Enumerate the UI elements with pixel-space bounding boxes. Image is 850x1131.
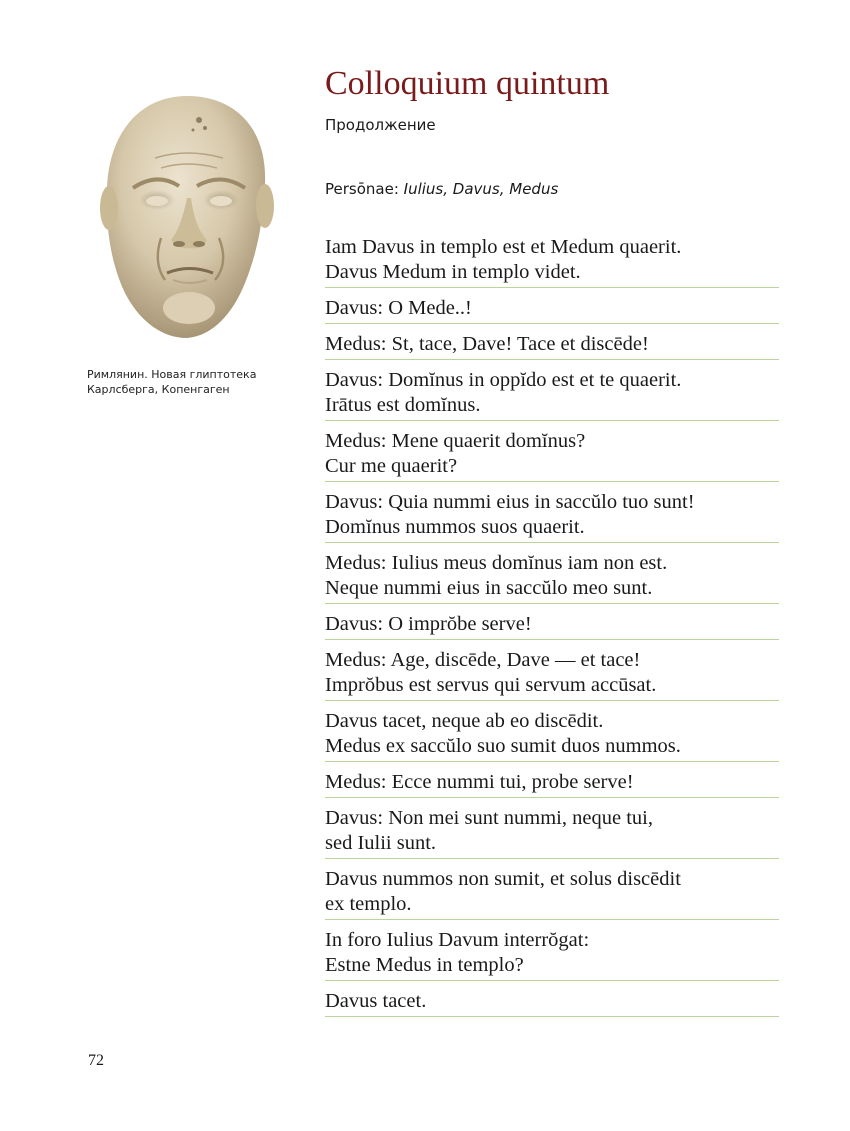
dialogue-text: Davus: Non mei sunt nummi, neque tui, bbox=[325, 807, 653, 829]
caption-line: Римлянин. Новая глиптотека bbox=[87, 368, 257, 381]
dialogue-text: Cur me quaerit? bbox=[325, 455, 458, 477]
dialogue-text: Medus: Age, discēde, Dave — et tace! bbox=[325, 649, 641, 671]
dialogue-text: Imprŏbus est servus qui servum accūsat. bbox=[325, 674, 657, 696]
dialogue-list bbox=[325, 233, 779, 1023]
page-number: 72 bbox=[88, 1052, 104, 1069]
dialogue-text: Medus: St, tace, Dave! Tace et discēde! bbox=[325, 333, 649, 355]
dialogue-text: Estne Medus in templo? bbox=[325, 954, 524, 976]
dialogue-text: Davus: O Mede..! bbox=[325, 297, 472, 319]
figure-caption bbox=[87, 367, 277, 397]
dialogue-line bbox=[325, 294, 779, 324]
dialogue-text: Davus: O imprŏbe serve! bbox=[325, 613, 532, 635]
dialogue-line bbox=[325, 330, 779, 360]
dialogue-text: In foro Iulius Davum interrŏgat: bbox=[325, 929, 590, 951]
dialogue-text: Domĭnus nummos suos quaerit. bbox=[325, 516, 585, 538]
roman-portrait-bust-image bbox=[95, 88, 280, 343]
dialogue-text: Iam Davus in templo est et Medum quaerit. bbox=[325, 236, 682, 258]
dialogue-text: ex templo. bbox=[325, 893, 412, 915]
dialogue-line bbox=[325, 488, 779, 543]
dialogue-text: Medus: Ecce nummi tui, probe serve! bbox=[325, 771, 634, 793]
dialogue-text: Irātus est domĭnus. bbox=[325, 394, 481, 416]
dialogue-line bbox=[325, 768, 779, 798]
caption-line: Карлсберга, Копенгаген bbox=[87, 383, 230, 396]
dialogue-text: Davus tacet, neque ab eo discēdit. bbox=[325, 710, 604, 732]
personae-label: Persōnae: bbox=[325, 180, 404, 198]
dialogue-line bbox=[325, 865, 779, 920]
dialogue-line bbox=[325, 366, 779, 421]
dialogue-line bbox=[325, 987, 779, 1017]
dialogue-text: Medus: Iulius meus domĭnus iam non est. bbox=[325, 552, 668, 574]
personae-names: Iulius, Davus, Medus bbox=[403, 180, 559, 198]
dialogue-line bbox=[325, 610, 779, 640]
dialogue-line bbox=[325, 926, 779, 981]
page-subtitle: Продолжение bbox=[325, 116, 436, 134]
dialogue-text: Medus ex saccŭlo suo sumit duos nummos. bbox=[325, 735, 681, 757]
dialogue-text: Davus: Quia nummi eius in saccŭlo tuo sunt! bbox=[325, 491, 695, 513]
personae-line bbox=[325, 180, 558, 198]
dialogue-text: Neque nummi eius in saccŭlo meo sunt. bbox=[325, 577, 653, 599]
dialogue-text: sed Iulii sunt. bbox=[325, 832, 437, 854]
dialogue-line bbox=[325, 804, 779, 859]
dialogue-text: Davus tacet. bbox=[325, 990, 427, 1012]
page-title: Colloquium quintum bbox=[325, 65, 610, 102]
dialogue-line bbox=[325, 427, 779, 482]
dialogue-line bbox=[325, 646, 779, 701]
dialogue-text: Davus: Domĭnus in oppĭdo est et te quaerit. bbox=[325, 369, 682, 391]
dialogue-line bbox=[325, 233, 779, 288]
dialogue-line bbox=[325, 549, 779, 604]
dialogue-text: Medus: Mene quaerit domĭnus? bbox=[325, 430, 586, 452]
dialogue-text: Davus Medum in templo videt. bbox=[325, 261, 581, 283]
dialogue-text: Davus nummos non sumit, et solus discēdit bbox=[325, 868, 681, 890]
dialogue-line bbox=[325, 707, 779, 762]
